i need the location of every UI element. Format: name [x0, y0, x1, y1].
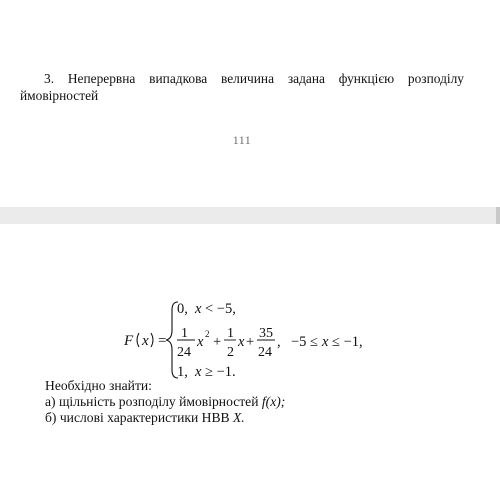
case2-coef2-denominator: 2 — [227, 345, 234, 360]
requirement-b — [45, 410, 285, 426]
case2-plus2: + — [246, 334, 255, 350]
case2-coef2-numerator: 1 — [227, 326, 234, 341]
formula-equals: = — [158, 333, 167, 349]
case2-condition-var: x — [322, 334, 329, 350]
case3-condition-var: x — [195, 364, 202, 380]
case2-term1-var: x — [197, 334, 204, 350]
formula-lhs-close-paren — [151, 333, 153, 347]
case1-value: 0, — [177, 301, 188, 317]
case2-plus1: + — [213, 334, 222, 350]
page-number: 111 — [232, 133, 252, 147]
task-number: 3. — [44, 71, 55, 86]
case3-value: 1, — [177, 364, 188, 380]
case2-term2-var: x — [238, 334, 245, 350]
case2-coef1-denominator: 24 — [177, 345, 191, 360]
case1-condition: < −5, — [205, 301, 236, 317]
case2-coef1-numerator: 1 — [181, 326, 188, 341]
case2-comma: , — [277, 334, 281, 350]
case2-condition-left: −5 ≤ — [291, 334, 319, 350]
requirement-a-text: а) щільність розподілу ймовірностей — [45, 394, 259, 409]
formula-lhs-open-paren — [137, 333, 139, 347]
case3-condition: ≥ −1. — [205, 364, 236, 380]
requirements-block — [45, 378, 285, 426]
case2-condition-right: ≤ −1, — [332, 334, 363, 350]
case2-coef3-denominator: 24 — [258, 345, 272, 360]
requirements-heading: Необхідно знайти: — [45, 378, 152, 393]
task-text: Неперервна випадкова величина задана функцією розподілу ймовірностей — [20, 71, 464, 103]
case1-condition-var: x — [195, 301, 202, 317]
requirement-a-density: f(x); — [261, 394, 286, 409]
formula-lhs-x: x — [142, 333, 149, 349]
requirement-b-variable: X. — [233, 410, 245, 425]
requirement-b-text: б) числові характеристики НВВ — [45, 410, 230, 425]
case2-coef3-numerator: 35 — [259, 326, 273, 341]
case2-term1-exponent: 2 — [205, 329, 210, 339]
formula-lhs-f: F — [124, 333, 134, 349]
requirement-a — [45, 394, 285, 410]
